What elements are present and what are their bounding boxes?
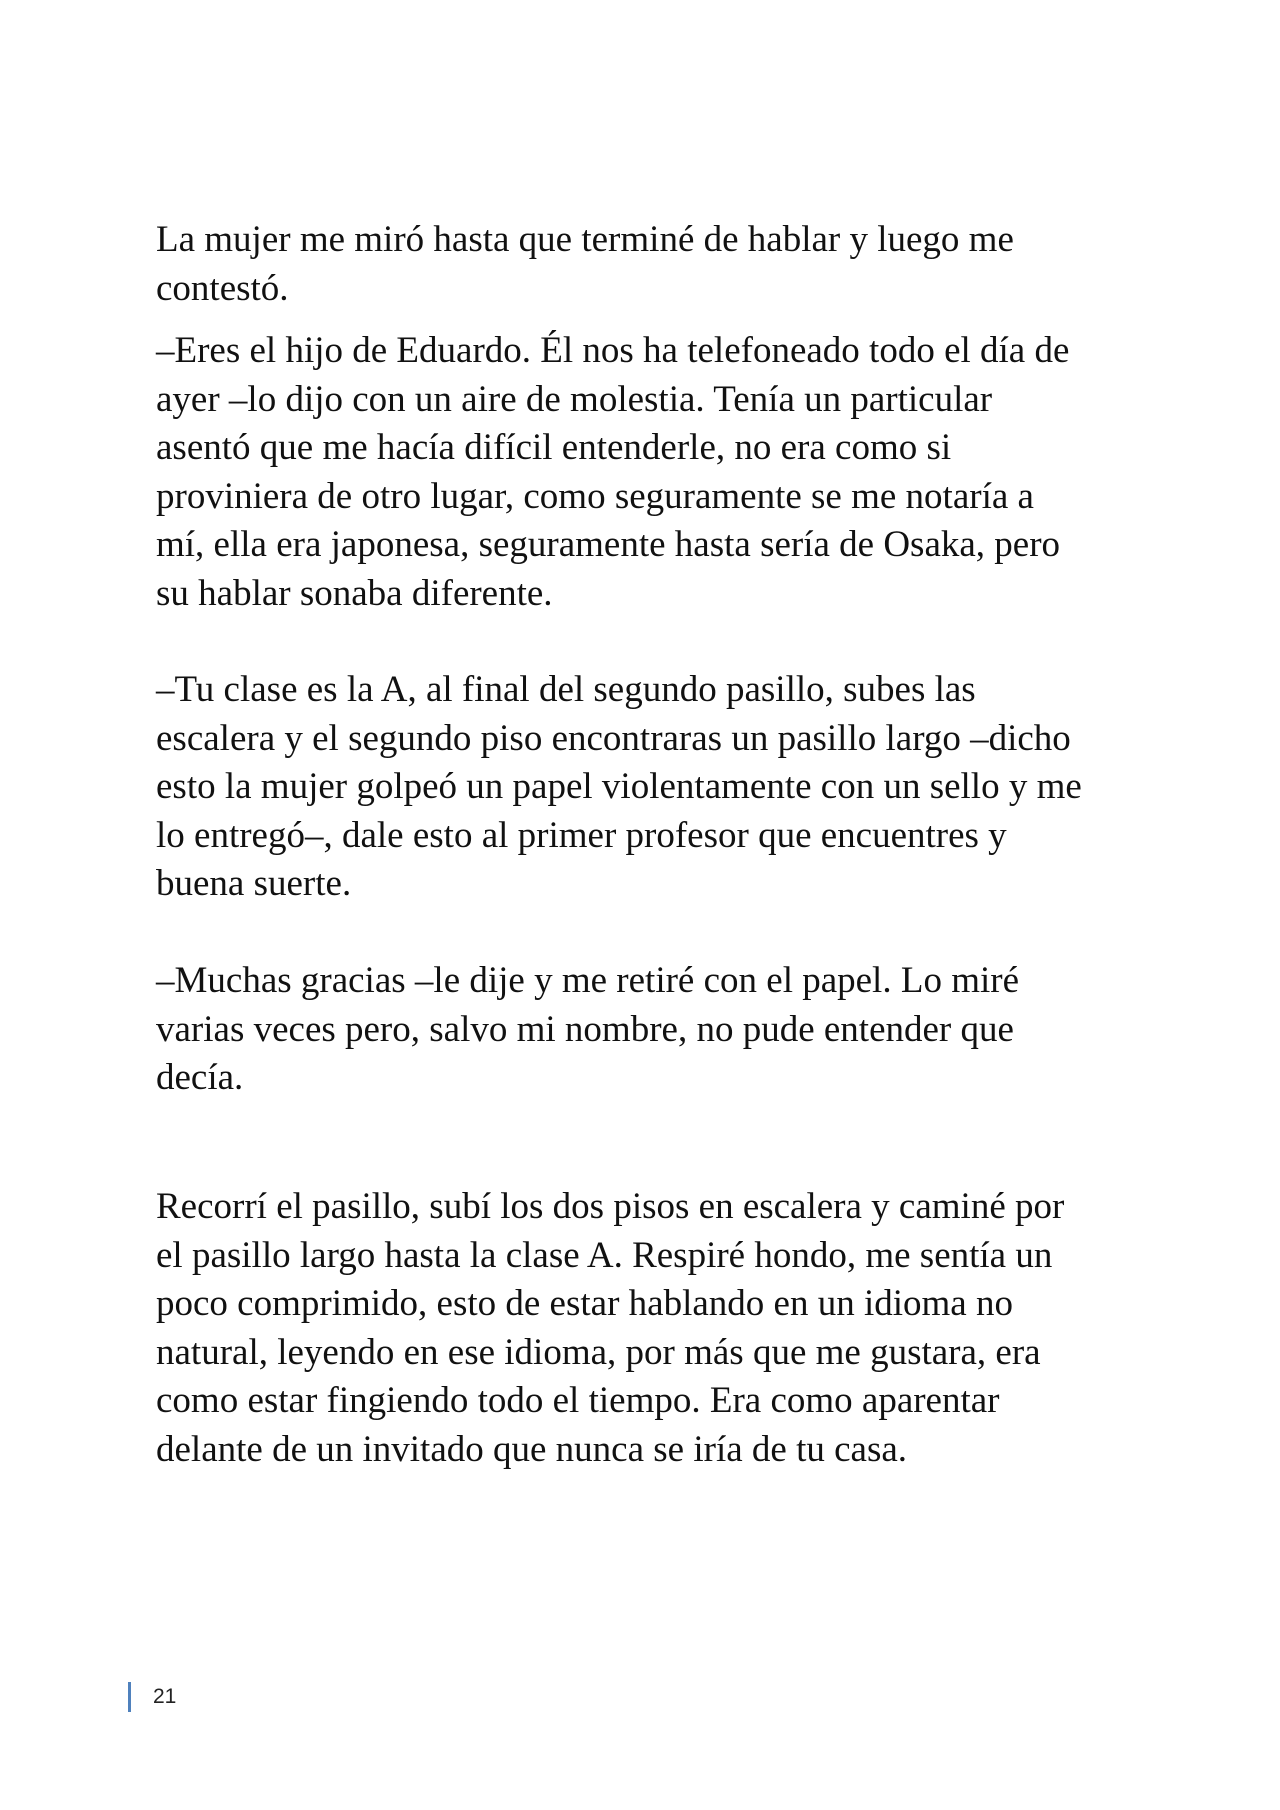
page-number: 21 (153, 1685, 177, 1708)
paragraph-2: –Eres el hijo de Eduardo. Él nos ha telefoneado todo el día de ayer –lo dijo con un aire de molestia. Tenía un particular asentó que me hacía difícil entenderle, no era como si proviniera de otro lugar, como seguramente se me notaría a mí, ella era japonesa, seguramente hasta sería de Osaka, pero su hablar sonaba diferente. (156, 330, 1070, 614)
page-number-bar (128, 1682, 131, 1712)
page-footer (128, 1682, 176, 1712)
paragraph-1: La mujer me miró hasta que terminé de hablar y luego me contestó. (156, 219, 1014, 309)
paragraph-4: –Muchas gracias –le dije y me retiré con el papel. Lo miré varias veces pero, salvo mi nombre, no pude entender que decía. (156, 960, 1019, 1098)
paragraph-3: –Tu clase es la A, al final del segundo pasillo, subes las escalera y el segundo piso encontraras un pasillo largo –dicho esto la mujer golpeó un papel violentamente con un sello y me lo entregó–, dale esto al primer profesor que encuentres y buena suerte. (156, 669, 1082, 904)
paragraph-5: Recorrí el pasillo, subí los dos pisos en escalera y caminé por el pasillo largo hasta la clase A. Respiré hondo, me sentía un poco comprimido, esto de estar hablando en un idioma no natural, leyendo en ese idioma, por más que me gustara, era como estar fingiendo todo el tiempo. Era como aparentar delante de un invitado que nunca se iría de tu casa. (156, 1186, 1065, 1470)
